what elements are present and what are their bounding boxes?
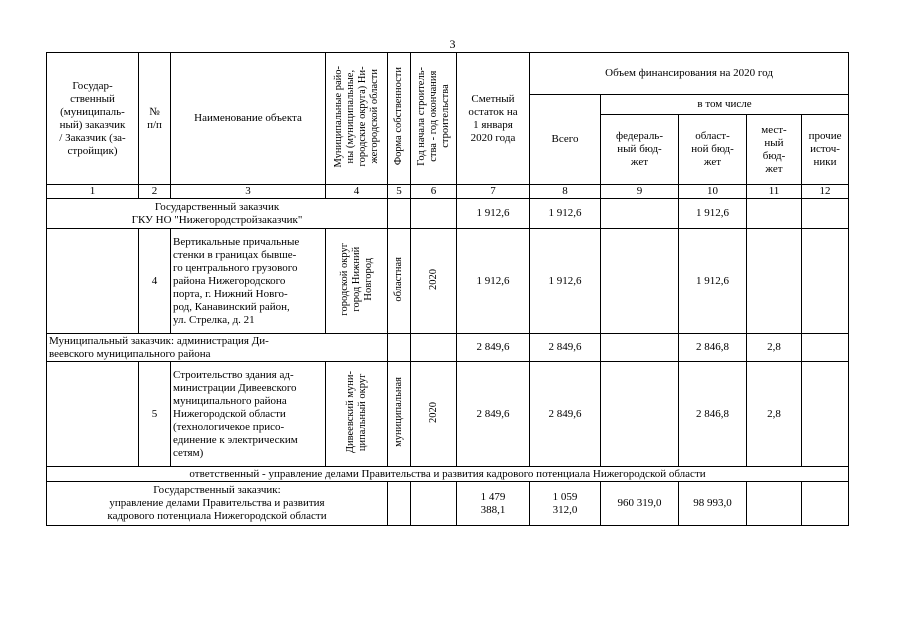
column-numbers-row <box>47 185 849 199</box>
header-object-name: Наименование объекта <box>171 53 326 185</box>
object-4-total: 1 912,6 <box>530 229 601 334</box>
object-5-balance: 2 849,6 <box>457 362 530 467</box>
object-5-federal <box>601 362 679 467</box>
object-4-local <box>747 229 802 334</box>
object-5-district-text: Дивеевский муни- ципальный округ <box>344 370 368 454</box>
header-estimated-balance: Сметный остаток на 1 января 2020 года <box>457 53 530 185</box>
responsible-label: ответственный - управление делами Правительства и развития кадрового потенциала Нижегородской области <box>47 467 849 482</box>
header-other: прочие источ- ники <box>802 115 849 185</box>
header-local: мест- ный бюд- жет <box>747 115 802 185</box>
object-4-other <box>802 229 849 334</box>
header-ownership <box>388 53 411 185</box>
col-num-1: 1 <box>47 185 139 199</box>
col-num-2: 2 <box>139 185 171 199</box>
object-row-4 <box>47 229 849 334</box>
cell <box>411 199 457 229</box>
object-5-ownership-text: муниципальная <box>393 377 404 447</box>
client-2-total: 2 849,6 <box>530 334 601 362</box>
object-row-5 <box>47 362 849 467</box>
object-4-district-text: городской округ город Нижний Новгород <box>338 242 374 316</box>
client-3-regional: 98 993,0 <box>679 482 747 526</box>
client-3-federal: 960 319,0 <box>601 482 679 526</box>
cell <box>388 199 411 229</box>
client-1-balance: 1 912,6 <box>457 199 530 229</box>
header-including: в том числе <box>601 95 849 115</box>
object-5-district <box>326 362 388 467</box>
header-row-1 <box>47 53 849 95</box>
header-ownership-text: Форма собственности <box>393 67 404 166</box>
client-1-federal <box>601 199 679 229</box>
col-num-7: 7 <box>457 185 530 199</box>
object-5-ownership <box>388 362 411 467</box>
col-num-3: 3 <box>171 185 326 199</box>
object-4-name: Вертикальные причальные стенки в границах бывше- го центрального грузового района Нижегородского порта, г. Нижний Новго- род, Канавинский район, ул. Стрелка, д. 21 <box>171 229 326 334</box>
responsible-row <box>47 467 849 482</box>
client-2-balance: 2 849,6 <box>457 334 530 362</box>
object-4-federal <box>601 229 679 334</box>
object-4-balance: 1 912,6 <box>457 229 530 334</box>
col-num-4: 4 <box>326 185 388 199</box>
client-3-label: Государственный заказчик: управление делами Правительства и развития кадрового потенциала Нижегородской области <box>47 482 388 526</box>
object-5-years-text: 2020 <box>427 401 439 423</box>
client-3-balance: 1 479 388,1 <box>457 482 530 526</box>
header-number: № п/п <box>139 53 171 185</box>
header-total: Всего <box>530 95 601 185</box>
page-number: 3 <box>449 37 456 51</box>
client-1-total: 1 912,6 <box>530 199 601 229</box>
header-client: Государ- ственный (муниципаль- ный) заказчик / Заказчик (за- стройщик) <box>47 53 139 185</box>
object-5-number: 5 <box>139 362 171 467</box>
object-4-years-text: 2020 <box>427 268 439 290</box>
client-3-total: 1 059 312,0 <box>530 482 601 526</box>
object-4-ownership-text: областная <box>393 256 404 302</box>
object-4-number: 4 <box>139 229 171 334</box>
client-row-1 <box>47 199 849 229</box>
client-row-3 <box>47 482 849 526</box>
client-2-regional: 2 846,8 <box>679 334 747 362</box>
client-2-label: Муниципальный заказчик: администрация Ди- веевского муниципального района <box>47 334 388 362</box>
header-federal: федераль- ный бюд- жет <box>601 115 679 185</box>
col-num-8: 8 <box>530 185 601 199</box>
cell <box>388 334 411 362</box>
client-2-federal <box>601 334 679 362</box>
object-5-total: 2 849,6 <box>530 362 601 467</box>
col-num-11: 11 <box>747 185 802 199</box>
client-2-local: 2,8 <box>747 334 802 362</box>
col-num-10: 10 <box>679 185 747 199</box>
client-3-local <box>747 482 802 526</box>
client-1-label: Государственный заказчик ГКУ НО "Нижегородстройзаказчик" <box>47 199 388 229</box>
col-num-6: 6 <box>411 185 457 199</box>
cell <box>411 482 457 526</box>
object-5-years <box>411 362 457 467</box>
client-2-other <box>802 334 849 362</box>
header-regional: област- ной бюд- жет <box>679 115 747 185</box>
cell <box>47 229 139 334</box>
cell <box>388 482 411 526</box>
object-5-other <box>802 362 849 467</box>
client-1-regional: 1 912,6 <box>679 199 747 229</box>
object-4-years <box>411 229 457 334</box>
object-4-regional: 1 912,6 <box>679 229 747 334</box>
object-5-local: 2,8 <box>747 362 802 467</box>
object-4-ownership <box>388 229 411 334</box>
header-district <box>326 53 388 185</box>
header-years <box>411 53 457 185</box>
client-1-other <box>802 199 849 229</box>
client-row-2 <box>47 334 849 362</box>
cell <box>47 362 139 467</box>
client-3-other <box>802 482 849 526</box>
object-5-regional: 2 846,8 <box>679 362 747 467</box>
col-num-12: 12 <box>802 185 849 199</box>
header-years-text: Год начала строитель- ства - год окончания строительства <box>415 67 451 166</box>
financing-table <box>46 52 849 526</box>
header-financing: Объем финансирования на 2020 год <box>530 53 849 95</box>
col-num-5: 5 <box>388 185 411 199</box>
header-district-text: Муниципальные райо- ны (муниципальные, городские округа) Ни- жегородской области <box>332 65 380 168</box>
client-1-local <box>747 199 802 229</box>
col-num-9: 9 <box>601 185 679 199</box>
object-4-district <box>326 229 388 334</box>
object-5-name: Строительство здания ад- министрации Дивеевского муниципального района Нижегородской области (технологичекое присо- единение к электрическим сетям) <box>171 362 326 467</box>
cell <box>411 334 457 362</box>
